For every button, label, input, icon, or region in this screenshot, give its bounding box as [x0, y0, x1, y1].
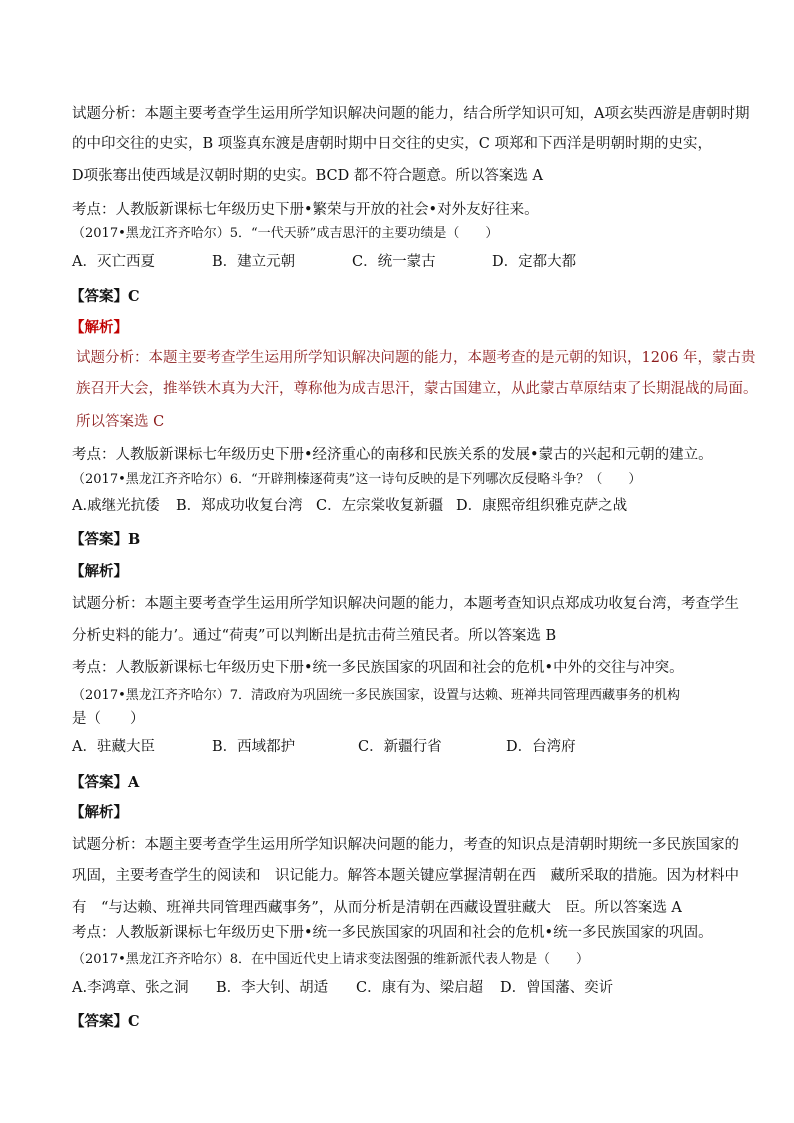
- analysis-line: 的中印交往的史实，B 项鉴真东渡是唐朝时期中日交往的史实，C 项郑和下西洋是明朝时期的史实，: [72, 136, 712, 152]
- option-a: A.戚继光抗倭: [72, 498, 160, 514]
- kaodian-line: 考点：人教版新课标七年级历史下册•经济重心的南移和民族关系的发展•蒙古的兴起和元朝的建立。: [72, 447, 713, 463]
- analysis-line: 试题分析：本题主要考查学生运用所学知识解决问题的能力，考查的知识点是清朝时期统一多民族国家的: [72, 837, 739, 853]
- question-6: （2017•黑龙江齐齐哈尔）6．“开辟荆榛逐荷夷”这一诗句反映的是下列哪次反侵略斗争？（ ）: [72, 472, 642, 487]
- analysis-line: D项张骞出使西域是汉朝时期的史实。BCD 都不符合题意。所以答案选 A: [72, 168, 543, 184]
- analysis-line: 试题分析：本题主要考查学生运用所学知识解决问题的能力，本题考查知识点郑成功收复台湾，考查学生: [72, 596, 739, 612]
- kaodian-line: 考点：人教版新课标七年级历史下册•统一多民族国家的巩固和社会的危机•中外的交往与冲突。: [72, 660, 684, 676]
- option-b: B．西域都护: [212, 739, 296, 755]
- option-a: A.李鸿章、张之洞: [72, 980, 189, 996]
- option-a: A．灭亡西夏: [72, 254, 155, 270]
- option-d: D．曾国藩、奕䜣: [500, 980, 614, 996]
- answer-label: 【答案】B: [70, 531, 141, 548]
- option-c: C．康有为、梁启超: [356, 980, 484, 996]
- option-d: D．康熙帝组织雅克萨之战: [456, 498, 628, 514]
- option-c: C．统一蒙古: [352, 254, 436, 270]
- analysis-line: 所以答案选 C: [76, 414, 165, 430]
- kaodian-line: 考点：人教版新课标七年级历史下册•统一多民族国家的巩固和社会的危机•统一多民族国家的巩固。: [72, 925, 713, 941]
- analysis-line: 试题分析：本题主要考查学生运用所学知识解决问题的能力，结合所学知识可知，A项玄奘西游是唐朝时期: [72, 106, 750, 122]
- jiexi-label: 【解析】: [70, 804, 128, 821]
- analysis-line: 分析史料的能力’。通过“荷夷”可以判断出是抗击荷兰殖民者。所以答案选 B: [72, 628, 557, 644]
- option-c: C．新疆行省: [358, 739, 442, 755]
- answer-label: 【答案】A: [70, 774, 140, 791]
- analysis-line: 巩固，主要考查学生的阅读和 识记能力。解答本题关键应掌握清朝在西 藏所采取的措施。因为材料中: [72, 868, 739, 884]
- option-b: B．建立元朝: [212, 254, 296, 270]
- question-7: （2017•黑龙江齐齐哈尔）7．清政府为巩固统一多民族国家，设置与达赖、班禅共同管理西藏事务的机构: [72, 688, 681, 703]
- option-b: B．郑成功收复台湾: [176, 498, 303, 514]
- option-a: A．驻藏大臣: [72, 739, 155, 755]
- question-8: （2017•黑龙江齐齐哈尔）8．在中国近代史上请求变法图强的维新派代表人物是（ ）: [72, 952, 590, 967]
- jiexi-label: 【解析】: [70, 319, 128, 336]
- option-b: B．李大钊、胡适: [216, 980, 329, 996]
- question-5: （2017•黑龙江齐齐哈尔）5．“一代天骄”成吉思汗的主要功绩是（ ）: [72, 226, 499, 241]
- option-c: C．左宗棠收复新疆: [316, 498, 444, 514]
- analysis-line: 有 “与达赖、班禅共同管理西藏事务”，从而分析是清朝在西藏设置驻藏大 臣。所以答案选 A: [72, 900, 682, 916]
- answer-label: 【答案】C: [70, 288, 140, 305]
- kaodian-line: 考点：人教版新课标七年级历史下册•繁荣与开放的社会•对外友好往来。: [72, 202, 539, 218]
- analysis-line: 试题分析：本题主要考查学生运用所学知识解决问题的能力，本题考查的是元朝的知识，1206 年，蒙古贵: [76, 350, 756, 366]
- answer-label: 【答案】C: [70, 1013, 140, 1030]
- question-7-cont: 是（ ）: [72, 711, 145, 727]
- jiexi-label: 【解析】: [70, 563, 128, 580]
- option-d: D．台湾府: [506, 739, 576, 755]
- option-d: D．定都大都: [492, 254, 577, 270]
- analysis-line: 族召开大会，推举铁木真为大汗，尊称他为成吉思汗，蒙古国建立，从此蒙古草原结束了长期混战的局面。: [76, 381, 758, 397]
